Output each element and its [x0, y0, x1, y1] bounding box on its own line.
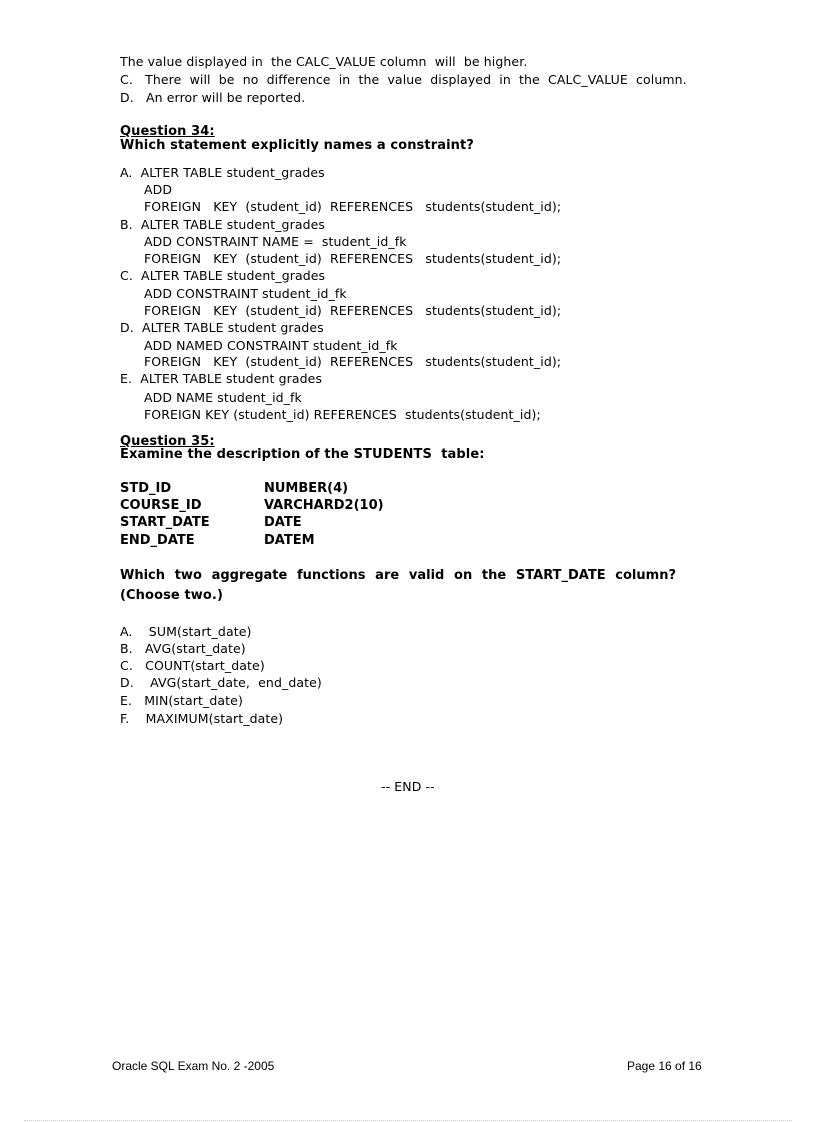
footer-page-number: Page 16 of 16 [627, 1059, 702, 1073]
q34-option-a: A. ALTER TABLE student_grades [120, 165, 325, 180]
q34-option-e-line3: FOREIGN KEY (student_id) REFERENCES students(student_id); [144, 407, 541, 422]
table-column-type: DATEM [264, 533, 315, 548]
table-column-name: COURSE_ID [120, 498, 202, 513]
question-35-heading: Question 35: [120, 434, 215, 449]
question-34-heading: Question 34: [120, 124, 215, 139]
question-35-prompt: Which two aggregate functions are valid on the START_DATE column? [120, 568, 676, 583]
q35-option-f: F. MAXIMUM(start_date) [120, 711, 284, 726]
q34-option-e: E. ALTER TABLE student grades [120, 371, 323, 386]
prev-answer-text: The value displayed in the CALC_VALUE column will be higher. [120, 54, 528, 69]
table-column-name: START_DATE [120, 515, 210, 530]
prev-option-d: D. An error will be reported. [120, 90, 306, 105]
q34-option-c-line3: FOREIGN KEY (student_id) REFERENCES students(student_id); [144, 303, 562, 318]
question-34-text: Which statement explicitly names a constraint? [120, 138, 474, 153]
question-35-prompt-choose: (Choose two.) [120, 588, 224, 603]
q34-option-a-line2: ADD [144, 182, 173, 197]
footer-title: Oracle SQL Exam No. 2 -2005 [112, 1059, 275, 1073]
q34-option-b-line2: ADD CONSTRAINT NAME = student_id_fk [144, 234, 407, 249]
table-column-type: NUMBER(4) [264, 481, 349, 496]
q34-option-d-line3: FOREIGN KEY (student_id) REFERENCES students(student_id); [144, 354, 562, 369]
end-marker: -- END -- [381, 779, 435, 794]
q34-option-d-line2: ADD NAMED CONSTRAINT student_id_fk [144, 338, 398, 353]
q35-option-b: B. AVG(start_date) [120, 641, 246, 656]
q34-option-b: B. ALTER TABLE student_grades [120, 217, 326, 232]
prev-option-c: C. There will be no difference in the value displayed in the CALC_VALUE column. [120, 72, 687, 87]
q35-option-a: A. SUM(start_date) [120, 624, 252, 639]
q34-option-b-line3: FOREIGN KEY (student_id) REFERENCES students(student_id); [144, 251, 562, 266]
table-column-name: STD_ID [120, 481, 172, 496]
q35-option-c: C. COUNT(start_date) [120, 658, 265, 673]
q34-option-e-line2: ADD NAME student_id_fk [144, 390, 302, 405]
table-column-type: DATE [264, 515, 302, 530]
q34-option-a-line3: FOREIGN KEY (student_id) REFERENCES students(student_id); [144, 199, 562, 214]
q34-option-c-line2: ADD CONSTRAINT student_id_fk [144, 286, 347, 301]
q34-option-d: D. ALTER TABLE student grades [120, 320, 324, 335]
q35-option-e: E. MIN(start_date) [120, 693, 243, 708]
table-column-name: END_DATE [120, 533, 195, 548]
question-35-text: Examine the description of the STUDENTS table: [120, 447, 485, 462]
table-column-type: VARCHARD2(10) [264, 498, 384, 513]
page-bottom-divider [24, 1120, 792, 1121]
q34-option-c: C. ALTER TABLE student_grades [120, 268, 326, 283]
q35-option-d: D. AVG(start_date, end_date) [120, 675, 322, 690]
